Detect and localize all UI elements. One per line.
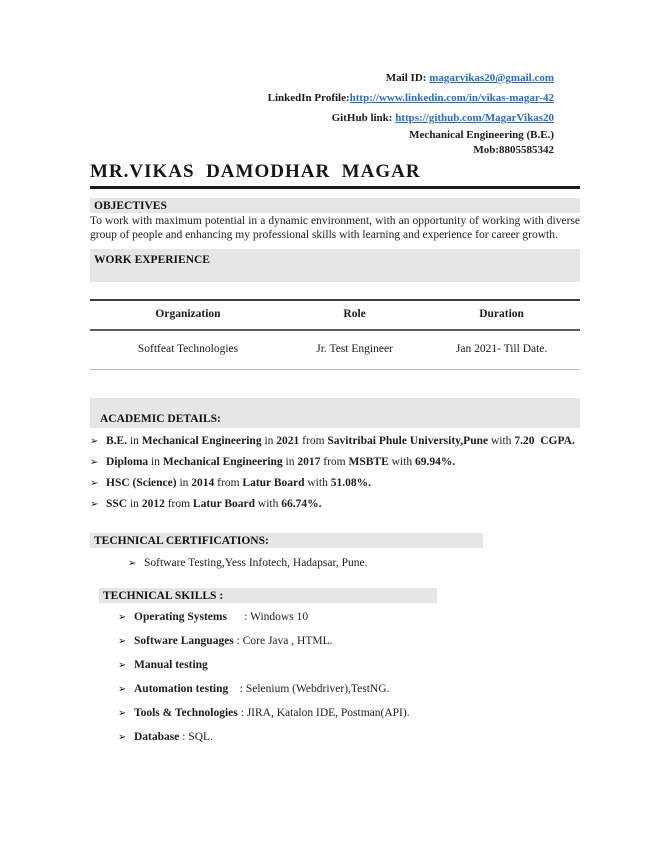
list-item [118,731,580,745]
contact-line [90,68,554,88]
technical-certifications-list [90,557,580,571]
table-column-header: Role [286,300,423,330]
list-item-text: Database : SQL. [134,731,213,744]
contact-line [90,128,554,143]
list-item [90,477,580,491]
table-row [90,330,580,370]
technical-skills-heading: TECHNICAL SKILLS : [99,588,437,603]
table-column-header: Organization [90,300,286,330]
technical-skills-list [90,611,580,745]
contact-label: Mob:8805585342 [473,144,554,156]
contact-link[interactable]: magarvikas20@gmail.com [429,72,554,84]
work-experience-heading: WORK EXPERIENCE [90,249,580,282]
list-item [118,659,580,673]
arrow-bullet-icon: ➢ [128,558,137,570]
list-item-text: Automation testing : Selenium (Webdriver),TestNG. [134,683,390,696]
page-title: MR.VIKAS DAMODHAR MAGAR [90,161,580,189]
list-item [90,498,580,512]
arrow-bullet-icon: ➢ [118,612,127,624]
objectives-text: To work with maximum potential in a dynamic environment, with an opportunity of working with diverse group of people and enhancing my professional skills with learning and experience for career growth. [90,215,580,241]
arrow-bullet-icon: ➢ [118,684,127,696]
list-item [118,707,580,721]
list-item-text: B.E. in Mechanical Engineering in 2021 from Savitribai Phule University,Pune with 7.20 CGPA. [106,435,575,448]
technical-certifications-heading: TECHNICAL CERTIFICATIONS: [90,533,483,548]
arrow-bullet-icon: ➢ [90,457,99,469]
list-item-text: HSC (Science) in 2014 from Latur Board with 51.08%. [106,477,371,490]
list-item [118,635,580,649]
list-item-text: SSC in 2012 from Latur Board with 66.74%. [106,498,322,511]
table-cell: Softfeat Technologies [90,330,286,370]
arrow-bullet-icon: ➢ [118,732,127,744]
work-experience-table [90,299,580,370]
list-item [90,456,580,470]
arrow-bullet-icon: ➢ [118,660,127,672]
list-item-text: Operating Systems : Windows 10 [134,611,309,624]
arrow-bullet-icon: ➢ [118,708,127,720]
arrow-bullet-icon: ➢ [90,499,99,511]
list-item [90,435,580,449]
arrow-bullet-icon: ➢ [118,636,127,648]
table-cell: Jr. Test Engineer [286,330,423,370]
list-item [118,611,580,625]
contact-header [90,68,580,158]
contact-link[interactable]: http://www.linkedin.com/in/vikas-magar-42 [349,92,554,104]
table-header-row [90,300,580,330]
list-item-text: Software Languages : Core Java , HTML. [134,635,333,648]
table-column-header: Duration [423,300,580,330]
contact-line [90,88,554,108]
arrow-bullet-icon: ➢ [90,436,99,448]
list-item-text: Manual testing [134,659,208,672]
arrow-bullet-icon: ➢ [90,478,99,490]
contact-label: LinkedIn Profile: [267,92,350,104]
contact-line [90,143,554,158]
contact-link[interactable]: https://github.com/MagarVikas20 [395,112,554,124]
objectives-heading: OBJECTIVES [90,198,580,213]
contact-label: Mail ID: [385,72,430,84]
contact-label: Mechanical Engineering (B.E.) [409,129,554,141]
academic-details-heading: ACADEMIC DETAILS: [90,398,580,428]
table-cell: Jan 2021- Till Date. [423,330,580,370]
contact-label: GitHub link: [331,112,396,124]
list-item-text: Software Testing,Yess Infotech, Hadapsar, Pune. [144,557,368,570]
list-item [128,557,580,571]
list-item-text: Tools & Technologies : JIRA, Katalon IDE, Postman(API). [134,707,410,720]
list-item-text: Diploma in Mechanical Engineering in 2017 from MSBTE with 69.94%. [106,456,456,469]
list-item [118,683,580,697]
academic-details-list [90,435,580,512]
contact-line [90,108,554,128]
